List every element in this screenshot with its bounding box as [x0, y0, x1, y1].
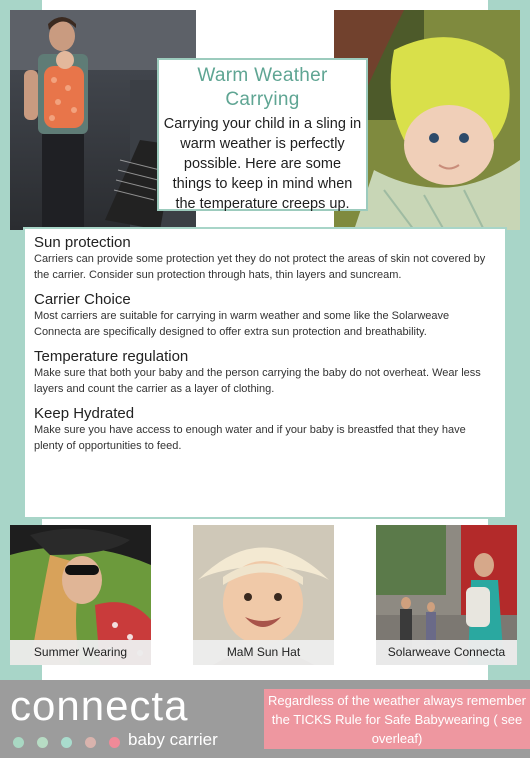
section-heading: Carrier Choice: [34, 291, 131, 308]
section-temperature-regulation: [34, 348, 496, 397]
logo-dot: [61, 737, 72, 748]
section-body: Most carriers are suitable for carrying in warm weather and some like the Solarweave Connecta are specifically designed to offer extra sun protection and breathability.: [34, 310, 450, 338]
logo-dots: [13, 735, 133, 753]
logo-dot: [13, 737, 24, 748]
logo-dot: [37, 737, 48, 748]
section-heading: Temperature regulation: [34, 348, 189, 365]
thumbnail-summer-wearing: [10, 525, 151, 665]
section-heading: Keep Hydrated: [34, 405, 135, 422]
section-keep-hydrated: [34, 405, 496, 454]
section-heading: Sun protection: [34, 234, 131, 251]
section-sun-protection: [34, 234, 496, 283]
section-body: Carriers can provide some protection yet they do not protect the areas of skin not covered by the carrier. Consider sun protection through hats, thin layers and suncream.: [34, 253, 486, 281]
tips-content-box: [23, 227, 507, 519]
section-carrier-choice: [34, 291, 496, 340]
title-box: [157, 58, 368, 211]
intro-text: Carrying your child in a sling in warm weather is perfectly possible. Here are some things to keep in mind when the temperature creeps up.: [163, 116, 362, 212]
thumbnail-caption: MaM Sun Hat: [193, 640, 334, 665]
thumbnail-mam-sun-hat: [193, 525, 334, 665]
thumbnail-caption: Summer Wearing: [10, 640, 151, 665]
page-title: Warm Weather Carrying: [197, 65, 328, 110]
brand-logo-subtitle: baby carrier: [128, 730, 218, 749]
brand-logo-wordmark: connecta: [10, 682, 189, 729]
logo-dot: [85, 737, 96, 748]
logo-dot: [109, 737, 120, 748]
thumbnail-solarweave-connecta: [376, 525, 517, 665]
section-body: Make sure you have access to enough water and if your baby is breastfed that they have plenty of opportunities to feed.: [34, 424, 466, 452]
thumbnail-caption: Solarweave Connecta: [376, 640, 517, 665]
section-body: Make sure that both your baby and the person carrying the baby do not overheat. Wear less layers and count the carrier as a layer of clothing.: [34, 367, 481, 395]
ticks-rule-banner: Regardless of the weather always remember the TICKS Rule for Safe Babywearing ( see overleaf): [264, 689, 530, 749]
